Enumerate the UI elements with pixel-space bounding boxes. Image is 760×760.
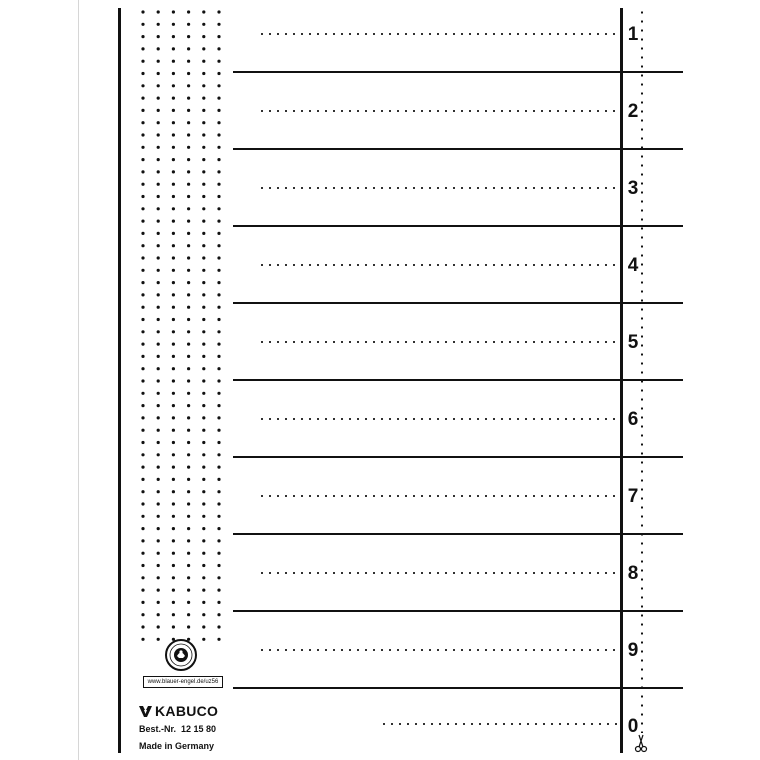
sheet-edge bbox=[78, 0, 79, 760]
write-in-line[interactable] bbox=[258, 341, 618, 343]
tab-divider bbox=[233, 225, 683, 227]
kabuco-logo-icon bbox=[139, 705, 152, 718]
write-in-line[interactable] bbox=[258, 264, 618, 266]
write-in-line[interactable] bbox=[258, 495, 618, 497]
tab-divider bbox=[233, 456, 683, 458]
eco-seal-icon bbox=[165, 639, 197, 671]
brand-name: KABUCO bbox=[155, 703, 219, 719]
tab-divider bbox=[233, 687, 683, 689]
tab-divider bbox=[233, 148, 683, 150]
tab-number-2: 2 bbox=[627, 101, 639, 122]
tab-divider bbox=[233, 610, 683, 612]
tab-divider bbox=[233, 533, 683, 535]
punch-dot-grid bbox=[140, 8, 222, 658]
brand bbox=[139, 704, 218, 718]
tab-divider bbox=[233, 71, 683, 73]
tab-number-7: 7 bbox=[627, 486, 639, 507]
tab-number-9: 9 bbox=[627, 640, 639, 661]
tab-number-5: 5 bbox=[627, 332, 639, 353]
write-in-line[interactable] bbox=[258, 187, 618, 189]
write-in-line[interactable] bbox=[258, 33, 618, 35]
made-in-label: Made in Germany bbox=[139, 741, 215, 751]
write-in-line[interactable] bbox=[258, 572, 618, 574]
tab-number-0: 0 bbox=[627, 716, 639, 737]
tab-divider bbox=[233, 379, 683, 381]
tab-number-3: 3 bbox=[627, 178, 639, 199]
tab-number-1: 1 bbox=[627, 24, 639, 45]
write-in-line[interactable] bbox=[258, 110, 618, 112]
spine-line bbox=[118, 8, 121, 753]
write-in-line[interactable] bbox=[258, 418, 618, 420]
order-number: Best.-Nr. 12 15 80 bbox=[139, 724, 217, 734]
tab-number-8: 8 bbox=[627, 563, 639, 584]
eco-label-url: www.blauer-engel.de/uz56 bbox=[143, 676, 223, 688]
write-in-line[interactable] bbox=[258, 649, 618, 651]
tab-number-4: 4 bbox=[627, 255, 639, 276]
tab-divider bbox=[233, 302, 683, 304]
tab-number-6: 6 bbox=[627, 409, 639, 430]
scissors-icon bbox=[634, 733, 648, 753]
write-in-line[interactable] bbox=[380, 723, 618, 725]
